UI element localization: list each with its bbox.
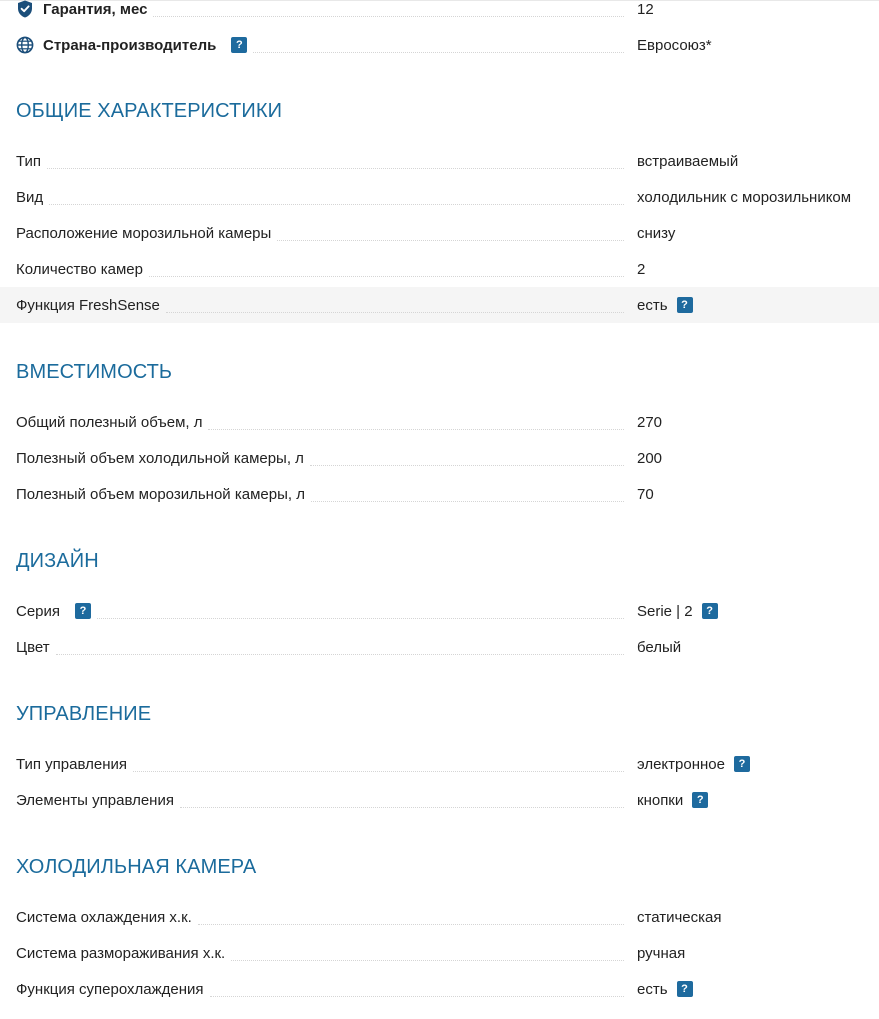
dotted-leader [253, 51, 624, 53]
spec-label: Система размораживания х.к. [16, 944, 226, 962]
section-title-capacity: ВМЕСТИМОСТЬ [16, 361, 173, 383]
section-title-controls: УПРАВЛЕНИЕ [16, 703, 152, 725]
spec-value-cell [637, 971, 699, 1007]
dotted-leader [210, 995, 625, 997]
spec-value-cell [637, 179, 851, 215]
spec-value: электронное [637, 755, 725, 773]
dotted-leader [198, 923, 624, 925]
dotted-leader [310, 464, 624, 466]
spec-label: Элементы управления [16, 791, 174, 809]
dotted-leader [166, 311, 624, 313]
spec-value-cell [637, 476, 654, 512]
spec-value: ручная [637, 944, 686, 962]
spec-row [0, 215, 879, 251]
spec-value: Serie | 2 [637, 602, 693, 620]
spec-label-cell [16, 440, 624, 476]
section-title-fridge-compartment: ХОЛОДИЛЬНАЯ КАМЕРА [16, 856, 257, 878]
dotted-leader [277, 239, 624, 241]
dotted-leader [149, 275, 624, 277]
spec-label-cell [16, 287, 624, 323]
spec-label: Функция FreshSense [16, 296, 160, 314]
dotted-leader [56, 653, 624, 655]
spec-row [0, 935, 879, 971]
spec-label: Тип [16, 152, 42, 170]
dotted-leader [153, 15, 624, 17]
spec-row [0, 251, 879, 287]
globe-icon [16, 36, 34, 54]
spec-label: Цвет [16, 638, 50, 656]
spec-value-cell [637, 0, 654, 27]
spec-row-highlighted [0, 287, 879, 323]
spec-label-cell [16, 27, 624, 63]
spec-row [0, 440, 879, 476]
spec-label: Количество камер [16, 260, 143, 278]
spec-label: Система охлаждения х.к. [16, 908, 192, 926]
spec-value: есть [637, 296, 668, 314]
spec-value-cell [637, 287, 699, 323]
spec-row [0, 899, 879, 935]
spec-row [0, 179, 879, 215]
spec-value-cell [637, 27, 712, 63]
spec-label-cell [16, 251, 624, 287]
spec-value-cell [637, 629, 681, 665]
spec-value: 12 [637, 0, 654, 18]
spec-label-cell [16, 782, 624, 818]
spec-label: Полезный объем морозильной камеры, л [16, 485, 305, 503]
spec-label-cell [16, 629, 624, 665]
help-button[interactable]: ? [677, 297, 693, 313]
spec-row [0, 593, 879, 629]
help-button[interactable]: ? [692, 792, 708, 808]
spec-label-cell [16, 971, 624, 1007]
spec-value: Евросоюз* [637, 36, 712, 54]
help-button[interactable]: ? [75, 603, 91, 619]
spec-value: встраиваемый [637, 152, 739, 170]
dotted-leader [180, 806, 624, 808]
spec-value: 70 [637, 485, 654, 503]
spec-label-cell [16, 179, 624, 215]
help-button[interactable]: ? [677, 981, 693, 997]
spec-label: Вид [16, 188, 44, 206]
spec-label-cell [16, 143, 624, 179]
spec-label-cell [16, 476, 624, 512]
spec-row [0, 746, 879, 782]
spec-value: статическая [637, 908, 722, 926]
spec-value: снизу [637, 224, 676, 242]
spec-label-cell [16, 746, 624, 782]
dotted-leader [97, 617, 624, 619]
spec-value: кнопки [637, 791, 684, 809]
dotted-leader [133, 770, 624, 772]
spec-row [0, 476, 879, 512]
spec-label-cell [16, 215, 624, 251]
help-button[interactable]: ? [734, 756, 750, 772]
help-button[interactable]: ? [231, 37, 247, 53]
spec-value-cell [637, 215, 675, 251]
spec-row [0, 629, 879, 665]
spec-value-cell [637, 440, 662, 476]
spec-row [0, 404, 879, 440]
spec-value: 2 [637, 260, 646, 278]
spec-label-cell [16, 404, 624, 440]
dotted-leader [49, 203, 624, 205]
shield-check-icon [16, 0, 34, 18]
section-title-design: ДИЗАЙН [16, 550, 99, 572]
spec-row [0, 782, 879, 818]
spec-label: Серия [16, 602, 61, 620]
spec-label-cell [16, 0, 624, 27]
spec-value: 200 [637, 449, 663, 467]
spec-label-cell [16, 935, 624, 971]
spec-value: холодильник с морозильником [637, 188, 852, 206]
spec-value-cell [637, 143, 738, 179]
spec-row [0, 143, 879, 179]
spec-value-cell [637, 404, 662, 440]
spec-label-cell [16, 593, 624, 629]
spec-value-cell [637, 935, 685, 971]
spec-value-cell [637, 899, 721, 935]
spec-label: Страна-производитель [43, 36, 217, 54]
dotted-leader [47, 167, 624, 169]
spec-row-warranty [0, 0, 879, 27]
spec-value-cell [637, 746, 756, 782]
dotted-leader [311, 500, 624, 502]
spec-value-cell [637, 782, 714, 818]
spec-row-country [0, 27, 879, 63]
dotted-leader [208, 428, 624, 430]
spec-label-cell [16, 899, 624, 935]
spec-value-cell [637, 593, 724, 629]
spec-label: Тип управления [16, 755, 127, 773]
spec-value: есть [637, 980, 668, 998]
spec-label: Общий полезный объем, л [16, 413, 203, 431]
help-button[interactable]: ? [702, 603, 718, 619]
section-title-general: ОБЩИЕ ХАРАКТЕРИСТИКИ [16, 100, 283, 122]
spec-label: Гарантия, мес [43, 0, 148, 18]
spec-value-cell [637, 251, 645, 287]
spec-label: Полезный объем холодильной камеры, л [16, 449, 304, 467]
dotted-leader [231, 959, 624, 961]
spec-value: белый [637, 638, 682, 656]
spec-label: Функция суперохлаждения [16, 980, 204, 998]
spec-row [0, 971, 879, 1007]
spec-label: Расположение морозильной камеры [16, 224, 272, 242]
spec-value: 270 [637, 413, 663, 431]
